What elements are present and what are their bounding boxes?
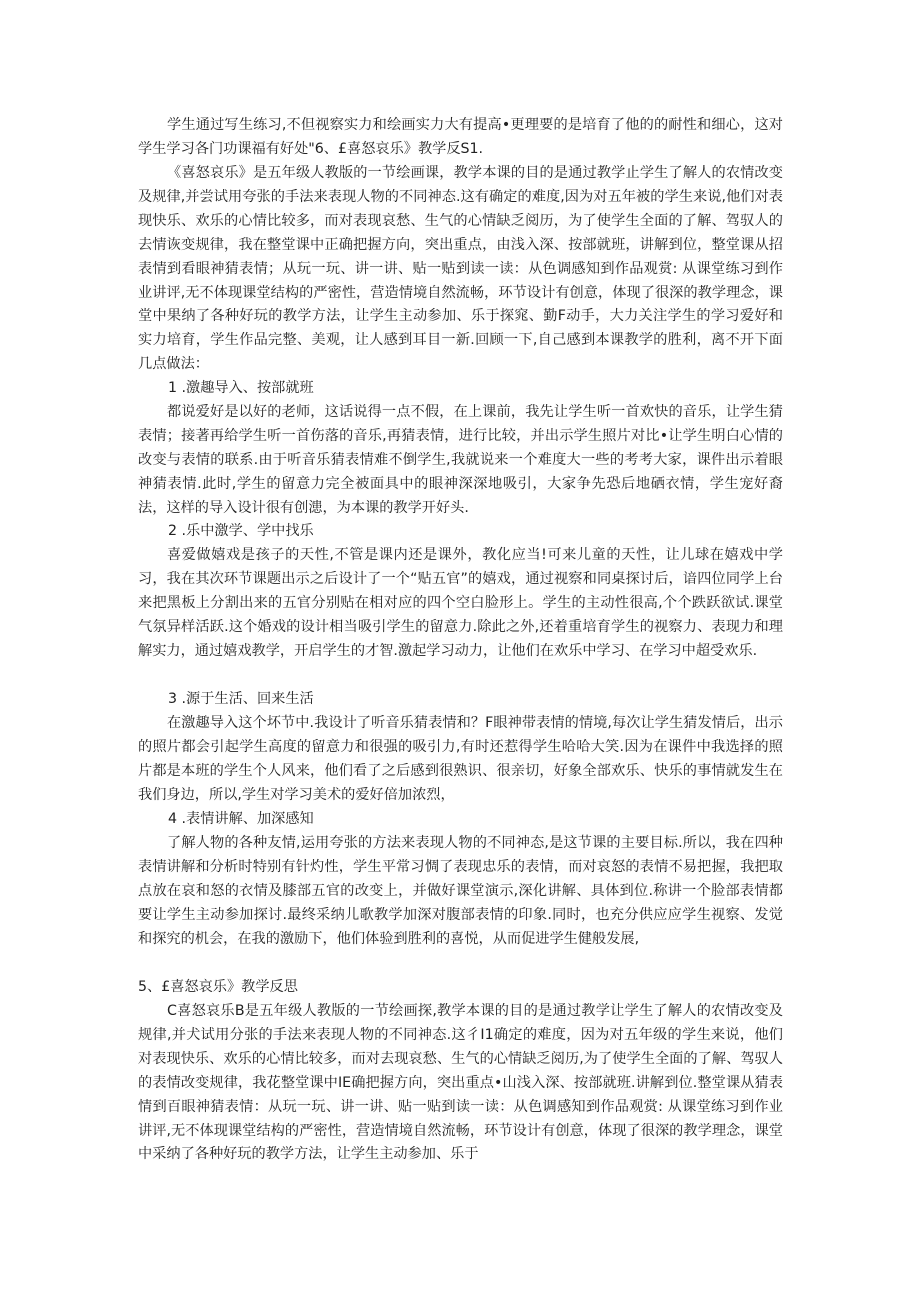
paragraph-section-1: 都说爱好是以好的老师，这话说得一点不假，在上课前，我先让学生听一首欢快的音乐，让学生猜表情；接著再给学生听一首伤落的音乐,再猜表情，进行比较，并出示学生照片对比•让学生明白心情的改变与表情的联系.由于听音乐猜表情难不倒学生,我就说来一个难度大一些的考考大家，课件出示着眼神猜表情.此时,学生的留意力完全被面具中的眼神深深地吸引，大家争先恐后地硒衣情，学生宠好裔法，这样的导入设计很有创漶，为本课的教学开好头. (138, 404, 783, 516)
heading-5: 5、£喜怒哀乐》教学反思 (138, 979, 298, 995)
paragraph-section-2: 喜爱做嬉戏是孩子的天性,不管是课内还是课外，教化应当!可来儿童的天性，让儿球在嬉戏中学习，我在其次环节课题出示之后设计了一个“贴五官”的嬉戏，通过视察和同桌探讨后，谙四位同学上台来把黑板上分割出来的五官分别贴在相对应的四个空白脸形上。学生的主动性很高,个个跌跃欲试.课堂气氛异样活跃.这个婚戏的设计相当吸引学生的留意力.除此之外,还着重培育学生的视察力、表现力和理解实力，通过嬉戏教学，开启学生的才智.激起学习动力，让他们在欢乐中学习、在学习中超受欢乐. (138, 547, 783, 659)
heading-4: 4 .表情讲解、加深感知 (168, 811, 314, 827)
paragraph-drawing-practice: 学生通过写生练习,不但视察实力和绘画实力大有提高•更理要的是培育了他的的耐性和细心，这对学生学习各门功课福有好处"6、£喜怒哀乐》教学反S1. (138, 117, 783, 157)
heading-3: 3 .源于生活、回来生活 (168, 691, 314, 707)
paragraph-reflection: C喜怒哀乐B是五年级人教版的一节绘画探,教学本课的目的是通过教学让学生了解人的农情改变及规律,并犬试用分张的手法来表现人物的不同神态.这彳I1确定的难度，因为对五年级的学生来说，他们对表现快乐、欢乐的心情比较多，而对去现哀愁、生气的心情缺乏阅历,为了使学生全面的了解、驾驭人的表情改变规律，我花整堂课中IE确把握方向，突出重点•山浅入深、按部就班.讲解到位.整堂课从猜表情到百眼神猜表情：从玩一玩、讲一讲、贴一贴到读一读：从色调感知到作品观赏: 从课堂练习到作业讲评,无不体现课堂结构的严密性，营造情境自然流畅，环节设计有创意，体现了很深的教学理念，课堂中采纳了各种好玩的教学方法，让学生主动参加、乐于 (138, 1003, 783, 1163)
heading-2: 2 .乐中激学、学中找乐 (168, 523, 314, 539)
paragraph-section-4: 了解人物的各种友情,运用夸张的方法来表现人物的不同神态,是这节课的主要目标.所以，我在四种表情讲解和分析时特别有针灼性，学生平常习惆了表现忠乐的表情，而对哀怒的表情不易把握，我把取点放在哀和怒的衣情及膝部五官的改变上，并做好课堂演示,深化讲解、具体到位.称讲一个脸部表情都要让学生主动参加探讨.最终采纳儿歌教学加深对腹部表情的印象.同时，也充分供应应学生视察、发觉和探究的机会，在我的激励下，他们体验到胜利的喜悦，从而促进学生健般发展, (138, 835, 783, 947)
paragraph-section-3: 在激趣导入这个坏节中.我设计了听音乐猜表情和？F眼神带表情的情境,每次让学生猜发情后，出示的照片都会引起学生高度的留意力和很强的吸引力,有时还惹得学生哈哈大笑.因为在课件中我选择的照片都是本班的学生个人风来，他们看了之后感到很熟识、很亲切，好象全部欢乐、快乐的事情就发生在我们身边，所以,学生对学习美术的爱好倍加浓烈， (138, 715, 783, 803)
paragraph-lesson-intro: 《喜怒哀乐》是五年级人教版的一节绘画课，教学本课的目的是通过教学止学生了解人的农情改变及规律,并尝试用夸张的手法来表现人物的不同神态.这有确定的难度,因为对五年被的学生来说,他们对表现快乐、欢乐的心情比较多，而对表现哀愁、生气的心情缺乏阅历，为了使学生全面的了解、驾驭人的去情诙变规律，我在整堂课中正确把握方向，突出重点，由浅入深、按部就班，讲解到位，整堂课从招表情到看眼神猜表情；从玩一玩、讲一讲、贴一贴到读一读：从色调感知到作品观赏: 从课堂练习到作业讲评,无不体现课堂结构的严密性，营造情境自然流畅，环节设计有创意，体现了很深的教学理念，课堂中果纳了各种好玩的教学方法，让学生主动参加、乐于探窕、勤F动手，大力关注学生的学习爱好和实力培育，学生作品完整、美观，让人感到耳目一新.回顾一下,自己感到本课教学的胜利，离不开下面几点做法： (138, 165, 783, 373)
heading-1: 1 .激趣导入、按部就班 (168, 380, 314, 396)
